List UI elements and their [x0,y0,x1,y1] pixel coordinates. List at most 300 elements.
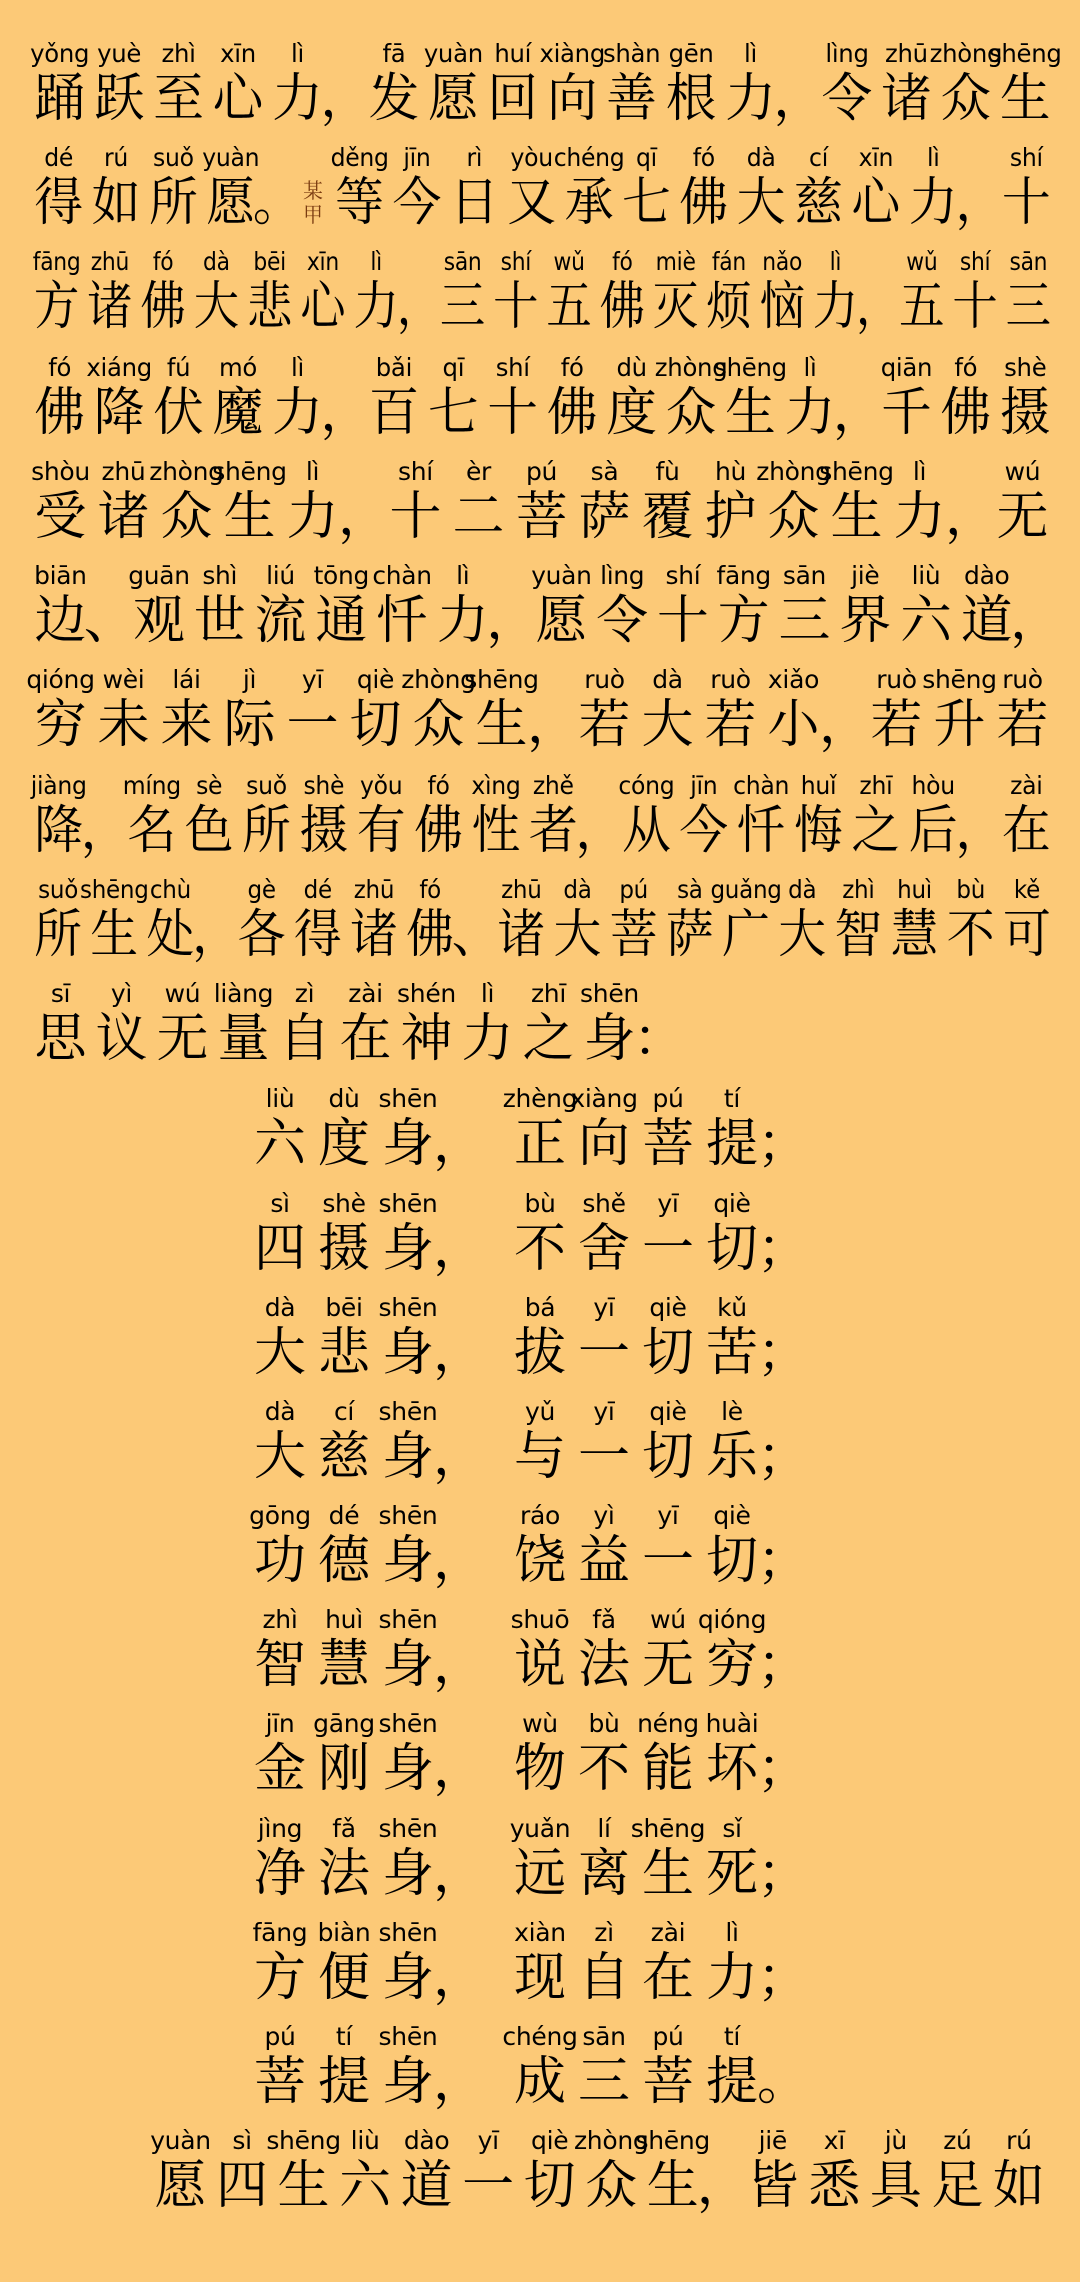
hanzi: 诸 [97,487,150,547]
hanzi: 切 [349,695,402,755]
hanzi: 智 [253,1635,306,1695]
hanzi: 世 [193,591,246,651]
hanzi: 一 [641,1531,694,1591]
punctuation-mark [757,1500,810,1591]
ruby-character [700,456,761,546]
ruby-character [790,770,847,860]
ruby-character [572,1708,636,1798]
hanzi: 菩 [515,487,568,547]
pinyin: sān [1009,247,1048,276]
hanzi: 身 [381,1323,434,1383]
hanzi: ， [320,69,372,129]
ruby-character [350,246,403,336]
ruby-character [312,1083,376,1173]
pinyin: lì [926,143,940,172]
ruby-character [30,456,91,546]
pinyin: qiè [649,1397,687,1426]
punctuation-mark [757,1604,810,1695]
hanzi: 三 [577,2052,630,2112]
pinyin: zhī [530,979,566,1008]
pinyin: shēn [378,1293,438,1322]
pinyin: shēng [714,353,787,382]
pinyin: xiàn [514,1918,566,1947]
pinyin: fù [655,457,680,486]
pinyin: sān [782,561,827,590]
verse-left-phrase [248,1292,486,1383]
hanzi: 若 [870,695,923,755]
hanzi: 度 [317,1114,370,1174]
hanzi: 佛 [679,173,729,233]
ruby-character [518,978,579,1068]
hanzi: 发 [368,69,420,129]
hanzi: 佛 [599,277,646,337]
ruby-character [574,664,635,754]
ruby-character [145,142,202,232]
ruby-character [700,1813,764,1903]
hanzi: ： [633,1009,686,1069]
ruby-character [572,1083,636,1173]
pinyin: zài [650,1918,686,1947]
hanzi: 切 [523,2156,576,2216]
punctuation-mark [433,1604,486,1695]
pinyin: dù [616,353,647,382]
hanzi: 舍 [577,1219,630,1279]
pinyin: shēn [378,1918,438,1947]
ruby-character [508,1292,572,1382]
verse-left-phrase [248,1604,486,1695]
hanzi: 令 [596,591,649,651]
ruby-character [700,1500,764,1590]
verse-row [0,1396,1080,1486]
pinyin: dào [403,2126,450,2155]
pinyin: yǒng [30,39,90,68]
pinyin: fǎ [332,1814,356,1843]
hanzi: 生 [90,905,139,965]
hanzi: 之 [851,801,901,861]
ruby-character [376,1604,440,1694]
ruby-character [636,1396,700,1486]
pinyin: zhòng [929,39,1003,68]
ruby-character [637,664,698,754]
hanzi: 诸 [497,905,546,965]
hanzi: ， [855,277,902,337]
text-line [30,770,1051,861]
pinyin: bù [956,875,986,904]
hanzi: 在 [641,1948,694,2008]
text-line [26,664,1055,755]
pinyin: shēn [580,979,639,1008]
ruby-character [248,1083,312,1173]
pinyin: guān [128,561,190,590]
pinyin: jù [884,2126,907,2155]
hanzi: 不 [513,1219,566,1279]
hanzi: 方 [33,277,80,337]
ruby-character [602,352,661,442]
hanzi: ， [819,695,872,755]
text-line [150,2125,1050,2215]
hanzi: 菩 [609,905,658,965]
punctuation-mark [575,770,625,861]
hanzi: 众 [940,69,992,129]
ruby-character [573,2125,649,2216]
ruby-character [376,1292,440,1382]
hanzi: 愿 [154,2156,207,2216]
pinyin: suǒ [246,771,287,800]
pinyin: rú [104,143,129,172]
ruby-character [817,38,876,128]
hanzi: 生 [277,2156,330,2216]
hanzi: 者 [528,801,578,861]
punctuation-mark [855,246,902,337]
pinyin: yī [657,1189,679,1218]
verse-row [0,2021,1080,2111]
verse-left-phrase [248,1917,486,2008]
pinyin: lì [744,39,757,68]
ruby-character [312,1708,376,1798]
verse-left-phrase [248,1188,486,1279]
pinyin: ráo [520,1501,560,1530]
pinyin: biàn [317,1918,371,1947]
punctuation-mark [819,664,872,755]
hanzi: 力 [461,1009,514,1069]
hanzi: 不 [577,1739,630,1799]
hanzi: 菩 [641,1114,694,1174]
pinyin: suǒ [153,143,194,172]
ruby-character [129,560,190,650]
hanzi: 穷 [705,1635,758,1695]
hanzi: 百 [368,383,420,443]
ruby-character [376,1813,440,1903]
pinyin: fó [560,353,584,382]
verse-right-phrase [508,1500,810,1591]
hanzi: 生 [475,695,528,755]
hanzi: 穷 [34,695,87,755]
pinyin: yuàn [531,561,592,590]
ruby-character [282,456,343,546]
ruby-character [654,352,728,443]
ruby-character [956,560,1017,650]
pinyin: gēn [668,39,714,68]
hanzi: 力 [353,277,399,337]
hanzi: 力 [272,69,323,129]
pinyin: qiè [356,665,395,694]
ruby-character [992,664,1053,754]
ruby-character [830,874,886,964]
hanzi: 愿 [535,591,588,651]
ruby-character [999,874,1055,964]
ruby-character [606,874,662,964]
ruby-character [877,38,936,128]
pinyin: ruò [710,665,751,694]
pinyin: sà [590,457,619,486]
punctuation-mark [433,1292,486,1383]
pinyin: lì [803,353,817,382]
hanzi: 道 [960,591,1013,651]
hanzi: 方 [253,1948,306,2008]
hanzi: 度 [606,383,657,443]
hanzi: 身 [381,1739,434,1799]
hanzi: 乐 [705,1427,758,1487]
hanzi: 千 [881,383,932,443]
hanzi: 生 [830,487,883,547]
pinyin: shí [1009,143,1043,172]
ruby-character [636,1917,700,2007]
ruby-character [572,1604,636,1694]
pinyin: bǎi [375,353,413,382]
pinyin: yī [301,665,324,694]
pinyin: zhòng [149,457,224,486]
hanzi: 心 [851,173,901,233]
ruby-character [675,142,732,232]
ruby-character [243,246,296,336]
pinyin: sì [232,2126,252,2155]
ruby-character [93,664,154,754]
ruby-character [335,978,396,1068]
hanzi: 降 [93,383,145,443]
ruby-character [936,352,995,442]
text-line [30,352,1051,443]
hanzi: 众 [412,695,465,755]
ruby-character [574,456,635,546]
ruby-character [596,246,649,336]
hanzi: 五 [899,277,945,337]
pinyin: pú [264,2022,296,2051]
hanzi: ， [338,487,391,547]
ruby-character [396,2125,457,2215]
text-line [30,38,1062,129]
hanzi: 切 [641,1323,694,1383]
pinyin: tōng [313,561,369,590]
hanzi: 一 [462,2156,515,2216]
pinyin: fā [382,39,406,68]
hanzi: 际 [223,695,276,755]
ruby-character [295,770,352,860]
hanzi: 升 [933,695,986,755]
pinyin: shēng [464,665,539,694]
ruby-character [312,1604,376,1694]
ruby-character [636,2021,700,2111]
ruby-character [549,874,605,964]
hanzi: 身 [381,1635,434,1695]
ruby-character [700,1708,764,1798]
ruby-character [424,38,483,128]
ruby-character [446,142,503,232]
pinyin: nǎo [762,247,803,276]
ruby-character [290,874,346,964]
pinyin: lè [721,1397,743,1426]
pinyin: xīn [220,39,256,68]
ruby-character [311,560,372,650]
hanzi: ， [945,487,998,547]
ruby-character [508,1813,572,1903]
pinyin: zhì [161,39,196,68]
ruby-character [992,456,1053,546]
pinyin: cóng [618,771,675,800]
hanzi: ， [433,1635,486,1695]
hanzi: 无 [996,487,1049,547]
hanzi: 力 [908,173,958,233]
pinyin: fāng [32,247,81,276]
pinyin: shàn [602,39,661,68]
pinyin: děng [330,143,389,172]
hanzi: 大 [193,277,240,337]
ruby-character [202,142,259,232]
pinyin: wǔ [906,247,938,276]
hanzi: 悔 [794,801,843,861]
pinyin: dà [652,665,683,694]
text-line [30,456,1055,546]
pinyin: zài [348,979,383,1008]
ruby-character [248,1708,312,1798]
ruby-character [346,874,402,964]
hanzi: 名 [127,801,177,861]
punctuation-mark [757,1917,810,2008]
punctuation-mark [433,1813,486,1904]
verse-right-phrase [502,1083,810,1174]
hanzi: 跃 [93,69,145,129]
ruby-character [457,978,518,1068]
hanzi: 德 [317,1531,370,1591]
ruby-character [312,1188,376,1278]
hanzi: 十 [657,591,709,651]
hanzi: 力 [784,383,836,443]
verse-row [0,1500,1080,1590]
hanzi: 力 [812,277,859,337]
hanzi: 四 [253,1219,306,1279]
pinyin: tí [723,1084,741,1113]
hanzi: 能 [641,1739,694,1799]
pinyin: jìng [257,1814,303,1843]
pinyin: chéng [502,2022,578,2051]
hanzi: ， [955,173,1005,233]
hanzi: ； [757,1844,810,1904]
hanzi: 灭 [652,277,699,337]
pinyin: shí [495,353,530,382]
ruby-character [424,352,483,442]
hanzi: 佛 [414,801,464,861]
hanzi: 佛 [546,383,598,443]
punctuation-mark [451,874,500,965]
ruby-character [998,142,1055,232]
hanzi: 离 [577,1844,630,1904]
pinyin: shén [397,979,456,1008]
hanzi: 慧 [890,905,939,965]
hanzi: 三 [778,591,831,651]
pinyin: dà [203,247,230,276]
ruby-character [929,38,1003,129]
hanzi: 后 [908,801,958,861]
ruby-character [296,246,349,336]
hanzi: ， [1010,591,1062,651]
hanzi: 现 [513,1948,566,2008]
hanzi: ， [832,383,884,443]
hanzi: 无 [641,1635,694,1695]
ruby-character [895,246,948,336]
hanzi: 众 [160,487,213,547]
hanzi: 流 [254,591,307,651]
hanzi: 一 [286,695,339,755]
hanzi: 功 [253,1531,306,1591]
ruby-character [30,770,87,860]
pinyin: zhòng [756,457,831,486]
hanzi: 身 [583,1009,636,1069]
ruby-character [248,1917,312,2007]
hanzi: 智 [834,905,883,965]
hanzi: 心 [212,69,264,129]
ruby-character [248,2021,312,2111]
pinyin: fǎ [592,1605,616,1634]
pinyin: kǔ [717,1293,747,1322]
ruby-character [877,352,936,442]
ruby-character [30,246,83,336]
verse-right-phrase [508,1813,810,1904]
ruby-character [208,352,267,442]
pinyin: qī [442,353,465,382]
ruby-character [248,1396,312,1486]
hanzi: 向 [577,1114,630,1174]
pinyin: dé [44,143,74,172]
pinyin: pú [619,875,649,904]
pinyin: guǎng [710,875,782,904]
ruby-character [30,38,89,128]
ruby-character [364,352,423,442]
hanzi: 性 [471,801,521,861]
hanzi: 量 [217,1009,270,1069]
pinyin: yǔ [524,1397,556,1426]
pinyin: liàng [213,979,274,1008]
ruby-character [190,246,243,336]
verse-row [0,1292,1080,1382]
ruby-character [732,770,789,860]
ruby-character [89,38,148,128]
pinyin: tí [335,2022,353,2051]
ruby-character [489,246,542,336]
ruby-character [30,560,91,650]
hanzi: 魔 [212,383,264,443]
hanzi: 大 [553,905,602,965]
hanzi: 得 [34,173,84,233]
hanzi: 身 [381,1219,434,1279]
ruby-character [553,142,625,233]
punctuation-mark [433,1188,486,1279]
punctuation-mark [486,560,539,651]
pinyin: wèi [102,665,145,694]
ruby-character [30,352,89,442]
pinyin: jì [242,665,257,694]
hanzi: ， [433,1323,486,1383]
pinyin: fó [612,247,633,276]
hanzi: 烦 [706,277,752,337]
hanzi: ； [757,1114,810,1174]
pinyin: shēng [266,2126,341,2155]
hanzi: 坏 [705,1739,758,1799]
pinyin: biān [34,561,87,590]
ruby-character [212,2125,273,2215]
pinyin: hòu [911,771,955,800]
pinyin: yǒu [360,771,403,800]
pinyin: yì [110,979,133,1008]
hanzi: ； [757,1948,810,2008]
pinyin: chàn [733,771,790,800]
hanzi: 众 [665,383,717,443]
hanzi: 金 [253,1739,306,1799]
pinyin: huí [494,39,532,68]
pinyin: jīn [403,143,431,172]
pinyin: chù [149,875,191,904]
hanzi: 忏 [376,591,428,651]
ruby-character [248,1604,312,1694]
hanzi: 若 [996,695,1049,755]
